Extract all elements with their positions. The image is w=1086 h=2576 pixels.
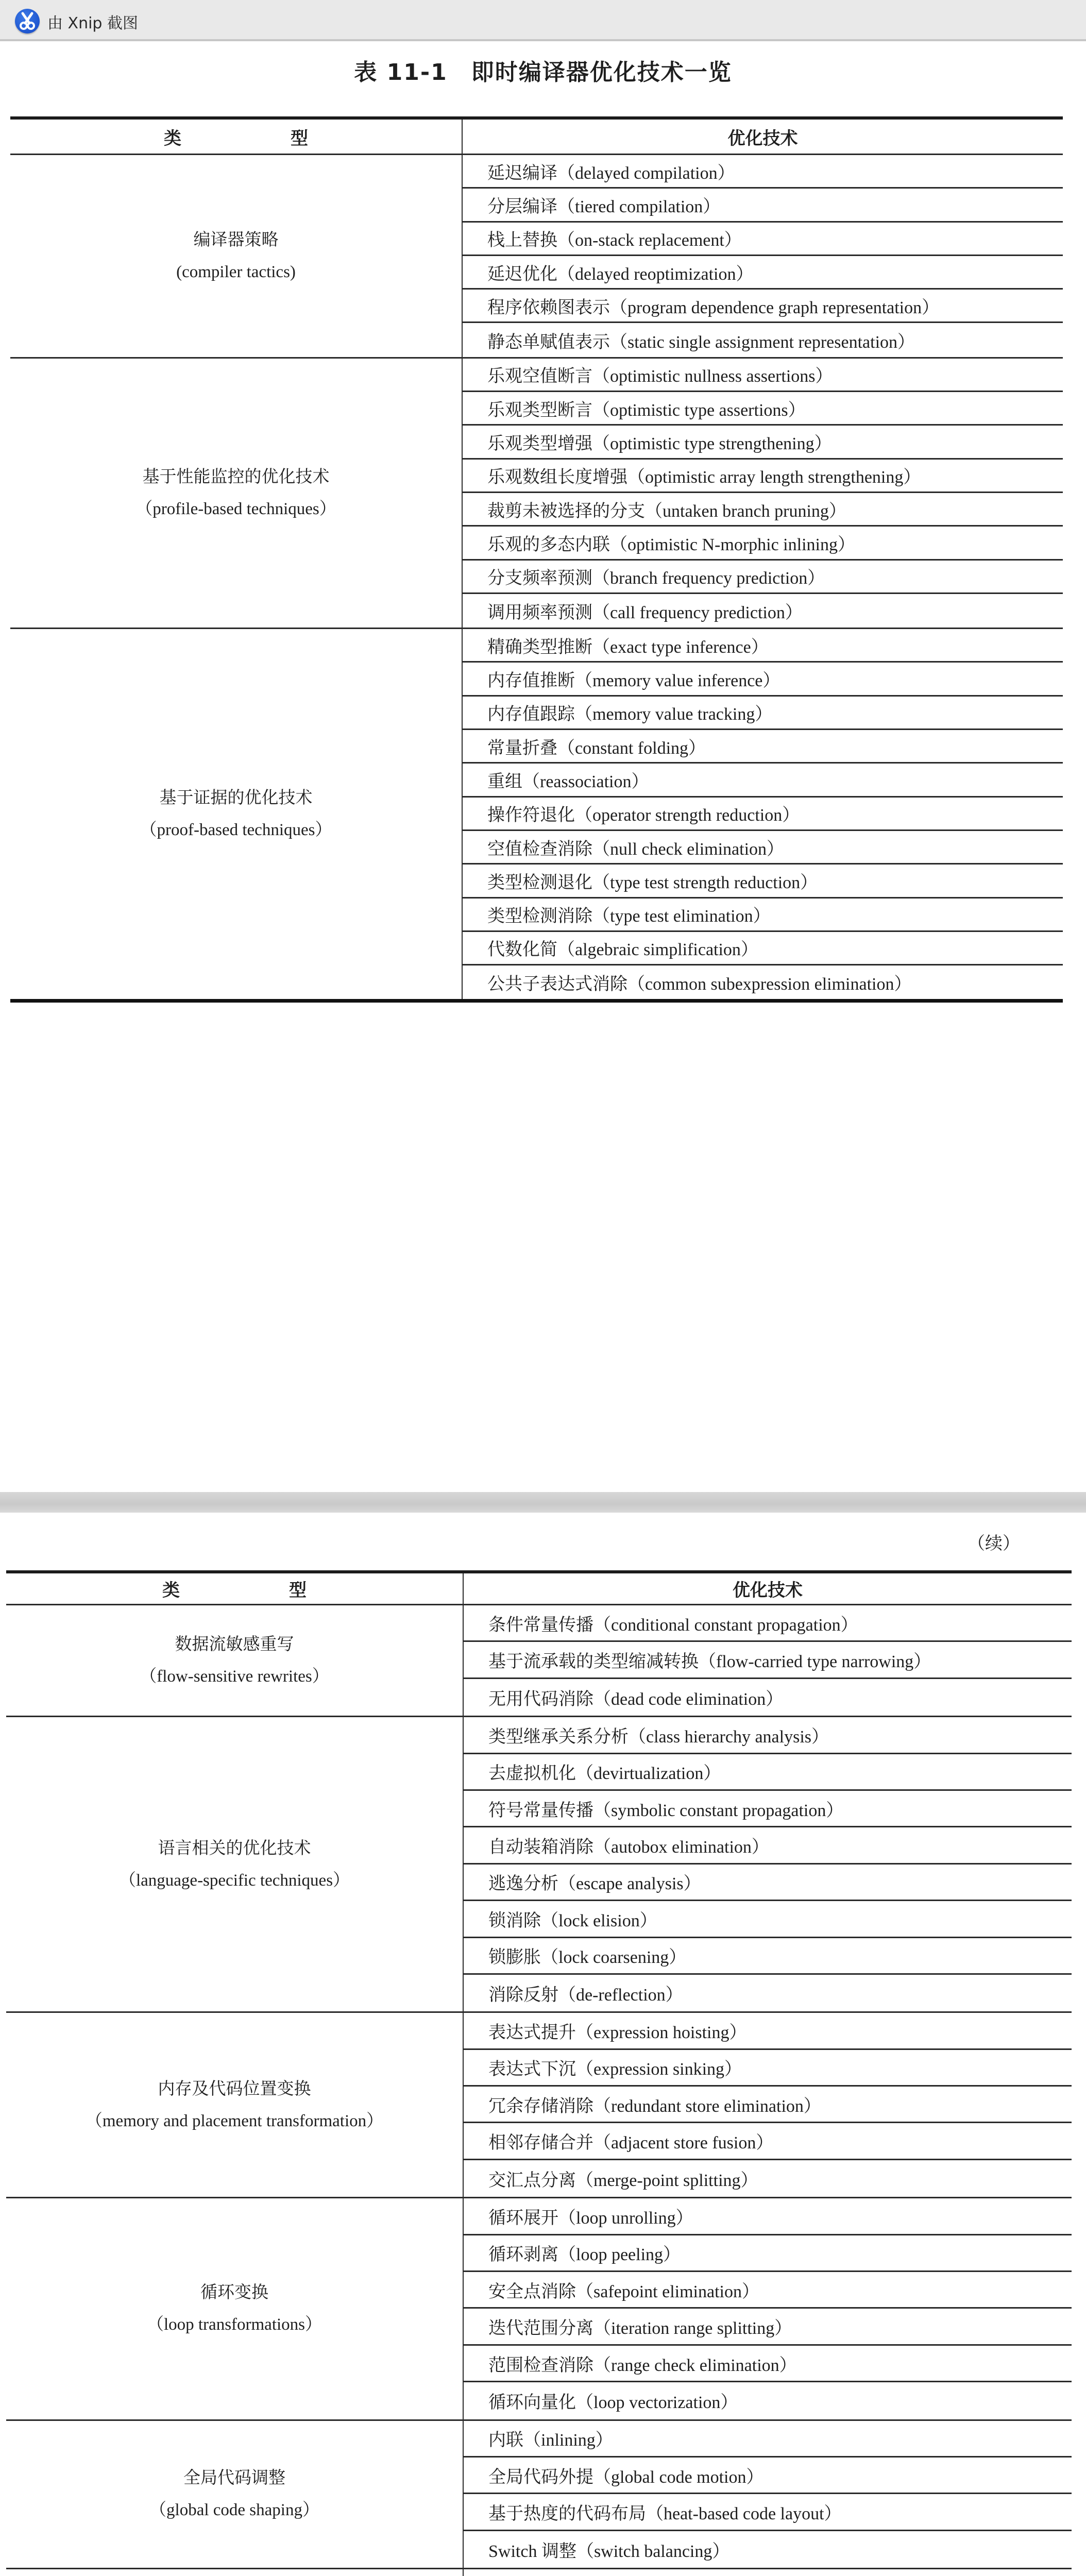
category-group [6, 1605, 1072, 1717]
technique-row: 重组（reassociation） [463, 764, 1063, 797]
category-name-en: （profile-based techniques） [135, 499, 336, 518]
technique-row: 冗余存储消除（redundant store elimination） [464, 2087, 1072, 2123]
technique-row: 逃逸分析（escape analysis） [464, 1865, 1072, 1901]
technique-row: 相邻存储合并（adjacent store fusion） [464, 2123, 1072, 2160]
technique-row: 延迟优化（delayed reoptimization） [463, 256, 1063, 290]
category-group [6, 2421, 1072, 2570]
technique-row: 精确类型推断（exact type inference） [463, 629, 1063, 663]
xnip-scissors-icon [15, 9, 40, 33]
technique-row: 裁剪未被选择的分支（untaken branch pruning） [463, 493, 1063, 527]
capture-caption: 由 Xnip 截图 [47, 14, 139, 32]
technique-row: 内联（inlining） [464, 2421, 1072, 2458]
technique-list [464, 1717, 1072, 2011]
technique-row: 循环剥离（loop peeling） [464, 2235, 1072, 2272]
category-name-en: （global code shaping） [149, 2501, 319, 2520]
header-technique: 优化技术 [733, 1580, 803, 1601]
category-group [6, 1717, 1072, 2013]
category-group [6, 2013, 1072, 2198]
category-name-zh: 循环变换 [200, 2283, 268, 2302]
header-technique: 优化技术 [727, 128, 798, 149]
category-name-en: （language-specific techniques） [118, 1871, 350, 1890]
technique-row: 表达式下沉（expression sinking） [464, 2050, 1072, 2087]
technique-row: 条件常量传播（conditional constant propagation） [464, 1605, 1072, 1642]
category-cell [6, 1717, 464, 2011]
technique-row: 乐观的多态内联（optimistic N-morphic inlining） [463, 527, 1063, 560]
category-group [10, 629, 1063, 1003]
optimization-table [10, 116, 1063, 1003]
category-name-zh: 基于性能监控的优化技术 [142, 467, 330, 486]
technique-row [464, 2569, 1072, 2576]
technique-row: 程序依赖图表示（program dependence graph representation） [463, 290, 1063, 323]
technique-row: 栈上替换（on-stack replacement） [463, 223, 1063, 256]
technique-row: 分支频率预测（branch frequency prediction） [463, 561, 1063, 594]
category-name-zh: 内存及代码位置变换 [158, 2079, 311, 2098]
category-name-en: （loop transformations） [146, 2315, 323, 2334]
continued-label: （续） [968, 1534, 1020, 1553]
technique-list [463, 359, 1063, 628]
technique-row: 调用频率预测（call frequency prediction） [487, 603, 803, 622]
technique-row: 空值检查消除（null check elimination） [463, 831, 1063, 865]
technique-row: 符号常量传播（symbolic constant propagation） [464, 1791, 1072, 1827]
category-name-en: （proof-based techniques） [140, 821, 332, 840]
technique-row: 全局代码外提（global code motion） [464, 2458, 1072, 2494]
technique-list [464, 2198, 1072, 2419]
technique-row: 表达式提升（expression hoisting） [464, 2013, 1072, 2049]
technique-row: 操作符退化（operator strength reduction） [463, 798, 1063, 831]
technique-row: 范围检查消除（range check elimination） [464, 2346, 1072, 2382]
technique-row: 乐观数组长度增强（optimistic array length strengthening） [463, 460, 1063, 493]
technique-row: 循环展开（loop unrolling） [464, 2198, 1072, 2235]
table-header [10, 116, 1063, 155]
technique-row: 乐观类型增强（optimistic type strengthening） [463, 426, 1063, 459]
category-cell [6, 2013, 464, 2197]
technique-row: 类型继承关系分析（class hierarchy analysis） [464, 1717, 1072, 1754]
technique-row: 消除反射（de-reflection） [488, 1986, 683, 2005]
capture-toolbar [0, 0, 1086, 41]
technique-row: 锁消除（lock elision） [464, 1901, 1072, 1938]
header-type [10, 120, 463, 154]
technique-row: 延迟编译（delayed compilation） [463, 155, 1063, 189]
category-group [6, 2569, 1072, 2576]
category-cell [10, 359, 463, 628]
technique-row: 常量折叠（constant folding） [463, 730, 1063, 764]
category-cell [6, 1605, 464, 1716]
header-type-label: 类 型 [164, 128, 333, 149]
category-name-zh: 基于证据的优化技术 [159, 789, 313, 808]
category-group [10, 155, 1063, 359]
technique-row: Switch 调整（switch balancing） [488, 2541, 730, 2561]
technique-row: 类型检测消除（type test elimination） [463, 899, 1063, 932]
technique-row: 基于热度的代码布局（heat-based code layout） [464, 2494, 1072, 2531]
page-separator [0, 1492, 1086, 1513]
technique-row: 迭代范围分离（iteration range splitting） [464, 2309, 1072, 2345]
category-cell [6, 2198, 464, 2419]
table-header [6, 1570, 1072, 1605]
optimization-table-continued [6, 1570, 1072, 2576]
technique-row: 去虚拟机化（devirtualization） [464, 1754, 1072, 1791]
technique-row: 内存值推断（memory value inference） [463, 663, 1063, 696]
technique-row: 代数化简（algebraic simplification） [463, 932, 1063, 965]
category-name-en: （flow-sensitive rewrites） [140, 1667, 329, 1686]
category-name-zh: 数据流敏感重写 [175, 1635, 294, 1654]
technique-row: 类型检测退化（type test strength reduction） [463, 865, 1063, 898]
technique-list [464, 1605, 1072, 1716]
table-title: 表 11-1 即时编译器优化技术一览 [354, 59, 732, 86]
category-group [10, 359, 1063, 629]
technique-list [463, 155, 1063, 357]
technique-row: 自动装箱消除（autobox elimination） [464, 1827, 1072, 1864]
category-name-zh: 语言相关的优化技术 [158, 1839, 311, 1858]
category-cell [6, 2421, 464, 2568]
category-name-en: （memory and placement transformation） [85, 2111, 384, 2130]
technique-row: 静态单赋值表示（static single assignment representation） [487, 332, 915, 352]
header-type [6, 1573, 464, 1604]
category-cell [6, 2569, 464, 2576]
technique-row: 安全点消除（safepoint elimination） [464, 2272, 1072, 2309]
technique-list [464, 2013, 1072, 2197]
category-name-zh: 编译器策略 [193, 230, 279, 249]
technique-list [463, 629, 1063, 999]
technique-row: 内存值跟踪（memory value tracking） [463, 697, 1063, 730]
technique-list [464, 2569, 1072, 2576]
category-name-zh: 全局代码调整 [183, 2469, 285, 2488]
category-group [6, 2198, 1072, 2420]
technique-row: 分层编译（tiered compilation） [463, 189, 1063, 222]
technique-row: 锁膨胀（lock coarsening） [464, 1938, 1072, 1975]
category-name-en: (compiler tactics) [176, 262, 296, 281]
technique-row: 乐观类型断言（optimistic type assertions） [463, 392, 1063, 426]
technique-row: 基于流承载的类型缩减转换（flow-carried type narrowing） [464, 1642, 1072, 1679]
category-cell [10, 155, 463, 357]
technique-row: 公共子表达式消除（common subexpression elimination） [487, 975, 912, 994]
technique-row: 交汇点分离（merge-point splitting） [488, 2171, 758, 2191]
technique-row: 无用代码消除（dead code elimination） [488, 1689, 784, 1709]
technique-row: 乐观空值断言（optimistic nullness assertions） [463, 359, 1063, 392]
header-type-label: 类 型 [162, 1580, 331, 1601]
technique-list [464, 2421, 1072, 2568]
technique-row: 循环向量化（loop vectorization） [488, 2393, 738, 2413]
category-cell [10, 629, 463, 999]
